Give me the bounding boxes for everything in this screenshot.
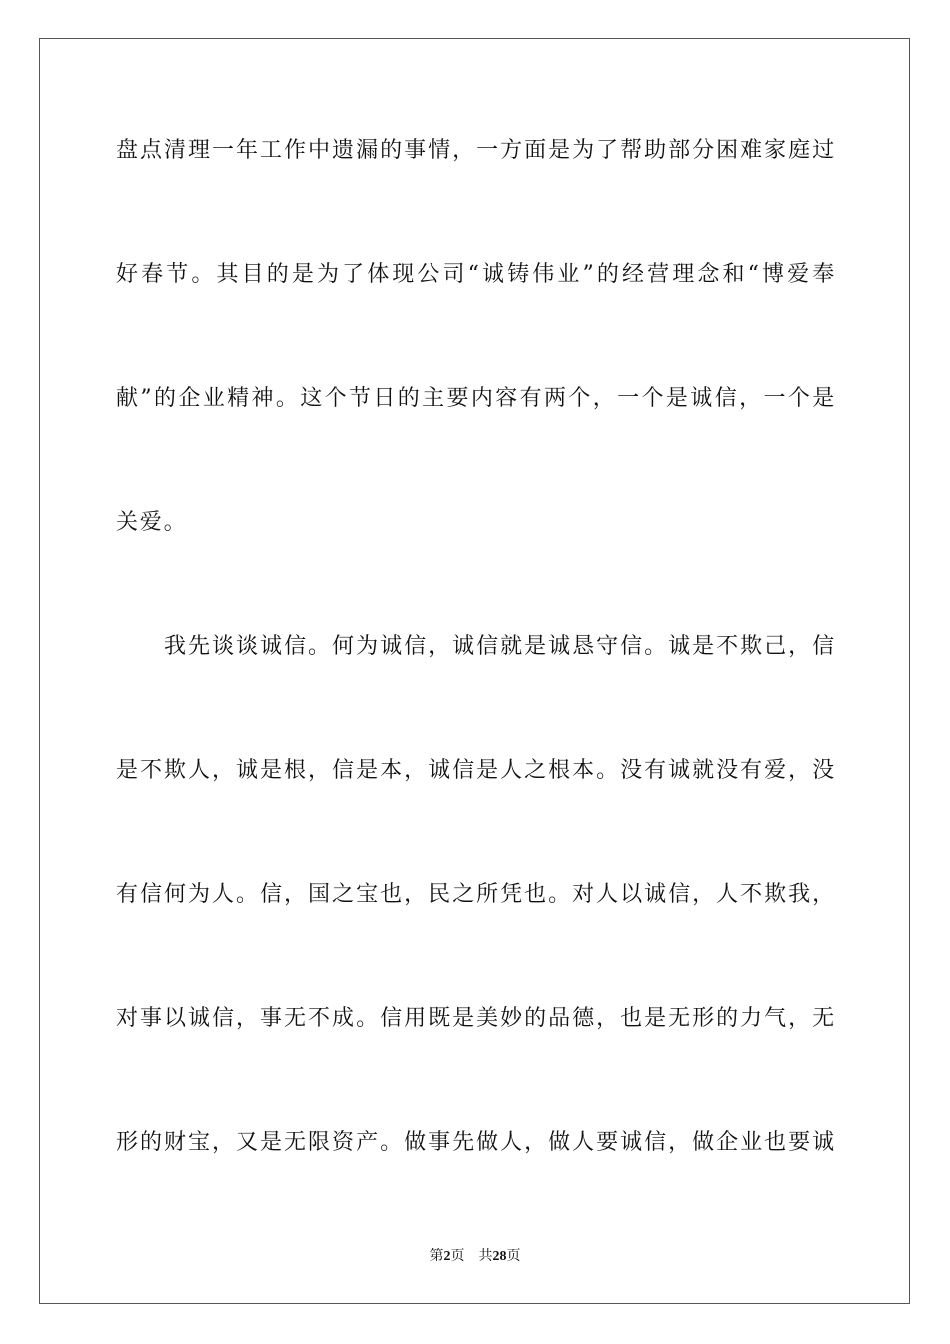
page-border xyxy=(39,38,910,1304)
body-text-line: 好春节。其目的是为了体现公司“诚铸伟业”的经营理念和“博爱奉 xyxy=(116,262,836,287)
page-prefix: 第 xyxy=(429,1248,444,1264)
total-pages: 28 xyxy=(492,1249,507,1264)
page-footer xyxy=(0,1246,950,1267)
body-text-line: 献”的企业精神。这个节日的主要内容有两个，一个是诚信，一个是 xyxy=(116,386,836,411)
page-number: 2 xyxy=(443,1249,451,1264)
body-text-line: 形的财宝，又是无限资产。做事先做人，做人要诚信，做企业也要诚 xyxy=(116,1130,836,1155)
total-suffix: 页 xyxy=(506,1248,521,1264)
body-text-line: 对事以诚信，事无不成。信用既是美妙的品德，也是无形的力气，无 xyxy=(116,1006,836,1031)
body-text-line: 我先谈谈诚信。何为诚信，诚信就是诚恳守信。诚是不欺己，信 xyxy=(116,634,836,659)
body-text-line: 有信何为人。信，国之宝也，民之所凭也。对人以诚信，人不欺我， xyxy=(116,882,836,907)
total-prefix: 共 xyxy=(478,1248,493,1264)
body-text-line: 关爱。 xyxy=(116,510,188,535)
body-text-line: 盘点清理一年工作中遗漏的事情，一方面是为了帮助部分困难家庭过 xyxy=(116,138,836,163)
body-text-line: 是不欺人，诚是根，信是本，诚信是人之根本。没有诚就没有爱，没 xyxy=(116,758,836,783)
page-suffix: 页 xyxy=(450,1248,465,1264)
